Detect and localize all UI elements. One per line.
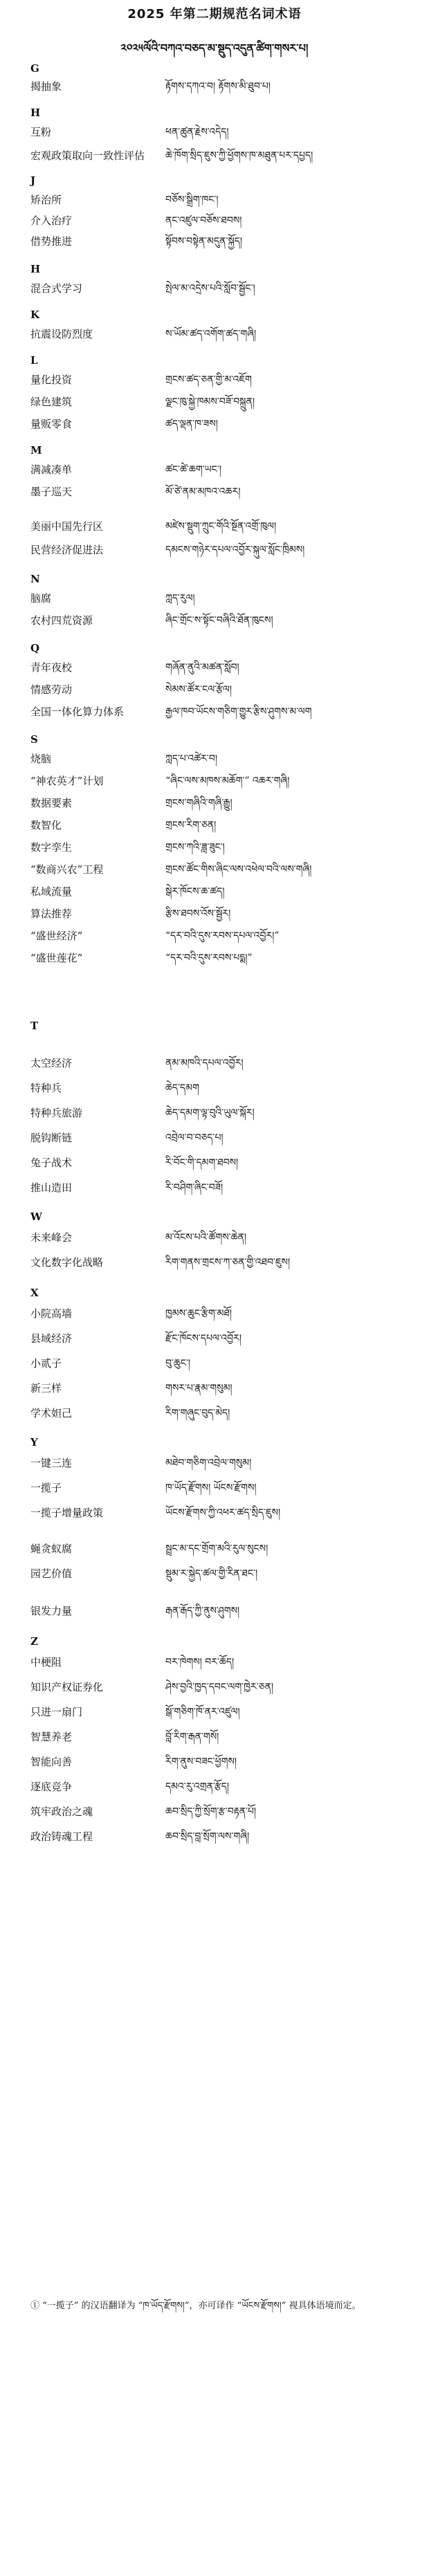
term-chinese: 美丽中国先行区: [30, 520, 104, 533]
term-tibetan: ནང་འཛུལ་བཅོས་ཐབས།: [165, 215, 242, 226]
term-tibetan: མོ་ཙེ་ནམ་མཁའ་འཆར།: [165, 486, 241, 497]
term-chinese: 墨子巡天: [30, 486, 73, 498]
term-chinese: 宏观政策取向一致性评估: [30, 149, 145, 162]
term-tibetan: གྲངས་གཞིའི་གཞི་རྒྱུ།: [165, 798, 232, 809]
term-tibetan: གྲངས་ཚད་ཅན་གྱི་མ་འཇོག: [165, 374, 252, 385]
term-tibetan: མཛེས་སྡུག་ཀྲུང་གོའི་སྔོན་འགྲོ་ཁུལ།: [165, 521, 277, 532]
term-chinese: “数商兴农”工程: [30, 863, 104, 876]
section-letter: Y: [30, 1436, 38, 1448]
term-tibetan: ཁ་ཡོད་རྫོགས། ཡོངས་རྫོགས།: [165, 1482, 257, 1493]
term-tibetan: བུ་ཆུང་།: [165, 1358, 191, 1369]
term-chinese: 数字孪生: [30, 841, 73, 854]
term-chinese: 青年夜校: [30, 661, 73, 674]
term-chinese: “神农英才”计划: [30, 775, 104, 787]
section-letter: X: [30, 1287, 39, 1299]
term-tibetan: ཚང་ཚེ་ཆག་ཡང་།: [165, 464, 221, 475]
term-tibetan: ཆེད་དམག: [165, 1083, 199, 1094]
term-chinese: 文化数字化战略: [30, 1256, 104, 1269]
term-tibetan: སྒེར་ཁོངས་ཆ་ཚད།: [165, 886, 225, 897]
term-chinese: 知识产权证券化: [30, 1681, 104, 1693]
term-tibetan: ཡོངས་རྫོགས་ཀྱི་འཕར་ཚད་སྲིད་ཇུས།: [165, 1507, 281, 1518]
term-chinese: 算法推荐: [30, 908, 73, 920]
section-letter: H: [30, 107, 41, 119]
term-chinese: 脱钩断链: [30, 1132, 73, 1144]
section-letter: S: [30, 733, 38, 746]
term-chinese: 脑腐: [30, 592, 52, 605]
term-tibetan: རྒན་རྒོད་ཀྱི་ནུས་ཤུགས།: [165, 1606, 240, 1617]
term-chinese: 数据要素: [30, 797, 73, 809]
section-letter: T: [30, 1020, 39, 1032]
term-tibetan: རྒྱལ་ཁབ་ཡོངས་གཅིག་གྱུར་རྩིས་ཤུགས་མ་ལག: [165, 706, 312, 717]
section-letter: Q: [30, 642, 40, 654]
term-tibetan: ཤེས་བྱའི་ཁྱད་དབང་ལག་ཁྱེར་ཅན།: [165, 1682, 273, 1693]
term-tibetan: ས་ཡོམ་ཚད་འགོག་ཚད་གཞི།: [165, 329, 257, 340]
term-chinese: 特种兵: [30, 1082, 62, 1094]
term-chinese: 抗震设防烈度: [30, 328, 93, 340]
term-chinese: 特种兵旅游: [30, 1107, 83, 1119]
term-chinese: 未来峰会: [30, 1231, 73, 1244]
term-tibetan: བཅོས་སྒྲིག་ཁང་།: [165, 194, 219, 205]
footnote-mark: ①: [30, 2301, 40, 2311]
term-chinese: 县域经济: [30, 1332, 73, 1345]
document-subtitle: ༢༠༢༥ལོའི་བཀའ་བཅད་མ་སྡུད་འདུན་ཚིག་གསར་པ།: [120, 42, 309, 55]
term-tibetan: “ཞིང་ལས་མཁས་མཆོག་” འཆར་གཞི།: [165, 775, 290, 786]
term-chinese: 满减凑单: [30, 463, 73, 476]
term-tibetan: མ་འོངས་པའི་ཚོགས་ཆེན།: [165, 1232, 246, 1243]
term-chinese: 介入治疗: [30, 214, 73, 227]
term-tibetan: སྦྲང་མ་དང་གྲོག་མའི་རུལ་སུངས།: [165, 1543, 268, 1554]
term-tibetan: བར་ཁེགས། བར་ཆོད།: [165, 1657, 235, 1668]
term-tibetan: རི་བོང་གི་དམག་ཐབས།: [165, 1157, 239, 1168]
term-chinese: 一揽子: [30, 1482, 62, 1494]
term-chinese: 民营经济促进法: [30, 544, 104, 556]
term-chinese: 烧脑: [30, 753, 52, 765]
term-tibetan: “དར་བའི་དུས་རབས་པདྨ།”: [165, 953, 253, 964]
term-tibetan: ཞིང་གྲོང་ས་སྟོང་བཞིའི་ཐོན་ཁུངས།: [165, 615, 273, 626]
term-chinese: 量贩零食: [30, 418, 73, 430]
term-tibetan: དམངས་གཉེར་དཔལ་འབྱོར་སྐུལ་སློང་ཁྲིམས།: [165, 544, 305, 555]
term-tibetan: ཆེ་ཁོག་སྲིད་ཇུས་ཀྱི་ཕྱོགས་ཁ་མཐུན་པར་དཔྱད།: [165, 150, 313, 161]
term-tibetan: དམའ་རུ་འགྲན་རྩོད།: [165, 1781, 229, 1792]
term-tibetan: རིག་གནས་གྲངས་ཀ་ཅན་གྱི་འཐབ་ཇུས།: [165, 1257, 291, 1268]
section-letter: M: [30, 444, 42, 457]
term-tibetan: ཀླད་རུལ།: [165, 593, 195, 604]
footnote: [30, 2298, 404, 2315]
term-chinese: 太空经济: [30, 1057, 73, 1069]
section-letter: W: [30, 1211, 42, 1223]
term-chinese: 数智化: [30, 819, 62, 831]
term-tibetan: གྲངས་ཀའི་ཟླ་ཟུང་།: [165, 842, 225, 853]
term-tibetan: ཁྱམས་ཆུང་རྩིག་མཐོ།: [165, 1308, 232, 1319]
term-tibetan: ཚད་ལྡན་ཁ་ཟས།: [165, 418, 218, 430]
term-tibetan: རི་བཤིག་ཞིང་བཟོ།: [165, 1182, 223, 1193]
term-tibetan: སྡུམ་ར་སྐྱེད་ཚལ་གྱི་རིན་ཐང་།: [165, 1568, 258, 1579]
term-tibetan: ཕན་ཚུན་རྗེས་འདེད།: [165, 127, 229, 138]
term-chinese: 小院高墙: [30, 1307, 73, 1320]
term-tibetan: སྒོ་གཅིག་ཁོ་ནར་འཛུལ།: [165, 1706, 240, 1718]
term-chinese: 园艺价值: [30, 1567, 73, 1580]
term-chinese: 绿色建筑: [30, 396, 73, 408]
term-tibetan: རིག་ནུས་བཟང་ཕྱོགས།: [165, 1756, 237, 1767]
term-tibetan: བློ་རིག་རྒན་གསོ།: [165, 1731, 219, 1742]
term-tibetan: གཞོན་ནུའི་མཚན་སློབ།: [165, 662, 239, 673]
term-tibetan: “དར་བའི་དུས་རབས་དཔལ་འབྱོར།”: [165, 930, 280, 941]
term-chinese: 学术妲己: [30, 1407, 73, 1419]
term-chinese: 一揽子增量政策: [30, 1507, 104, 1519]
term-chinese: 农村四荒资源: [30, 614, 93, 627]
term-chinese: 混合式学习: [30, 282, 83, 295]
section-letter: H: [30, 263, 41, 275]
term-tibetan: མཐེབ་གཅིག་འབྲེལ་གསུམ།: [165, 1457, 252, 1469]
term-tibetan: གསར་པ་རྣམ་གསུམ།: [165, 1383, 232, 1394]
term-chinese: 蝇贪蚁腐: [30, 1543, 73, 1555]
term-chinese: 兔子战术: [30, 1157, 73, 1169]
term-chinese: 互粉: [30, 126, 52, 138]
term-chinese: 推山造田: [30, 1181, 73, 1194]
term-chinese: 一键三连: [30, 1457, 73, 1469]
term-tibetan: ཆབ་སྲིད་བླ་སྲོག་ལས་གཞི།: [165, 1831, 250, 1842]
term-tibetan: ལྗང་ཁུ་སྐྱེ་ཁམས་བཟོ་བསྐྲུན།: [165, 396, 255, 407]
term-tibetan: གྲངས་རིག་ཅན།: [165, 820, 217, 831]
term-chinese: 矫治所: [30, 194, 62, 206]
term-tibetan: སེམས་ཚོར་ངལ་རྩོལ།: [165, 684, 232, 695]
term-chinese: 银发力量: [30, 1605, 73, 1617]
term-tibetan: རྫོང་ཁོངས་དཔལ་འབྱོར།: [165, 1333, 241, 1344]
term-tibetan: ཆབ་སྲིད་ཀྱི་སྲོག་རྩ་བརྟན་པོ།: [165, 1806, 257, 1817]
term-chinese: 小贰子: [30, 1357, 62, 1370]
term-chinese: 全国一体化算力体系: [30, 706, 125, 718]
term-chinese: 揭抽象: [30, 80, 62, 93]
term-tibetan: རིག་གཞུང་བུད་མེད།: [165, 1408, 230, 1419]
section-letter: N: [30, 573, 40, 585]
term-chinese: 量化投资: [30, 374, 73, 386]
document-title: 2025 年第二期规范名词术语: [127, 7, 302, 21]
term-tibetan: སྟོབས་བསྟེན་མདུན་སྐྱོད།: [165, 236, 242, 247]
footnote-text: “一揽子” 的汉语翻译为 “ཁ་ཡོད་རྫོགས།”，亦可译作 “ཡོངས་རྫོགས།” 视具体语境而定。: [42, 2301, 361, 2311]
term-tibetan: གྲངས་ཚོང་གིས་ཞིང་ལས་འཕེལ་བའི་ལས་གཞི།: [165, 864, 312, 875]
term-chinese: 筑牢政治之魂: [30, 1805, 93, 1818]
term-chinese: 只进一扇门: [30, 1706, 83, 1718]
term-tibetan: ཆེད་དམག་ལྟ་བུའི་ཡུལ་སྐོར།: [165, 1107, 255, 1119]
term-tibetan: ནམ་མཁའི་དཔལ་འབྱོར།: [165, 1058, 244, 1069]
term-chinese: 中梗阻: [30, 1656, 62, 1668]
term-chinese: 智能向善: [30, 1756, 73, 1768]
term-chinese: 情感劳动: [30, 683, 73, 696]
term-chinese: 私域流量: [30, 885, 73, 898]
section-letter: L: [30, 354, 38, 367]
term-tibetan: འབྲེལ་བ་བཅད་པ།: [165, 1132, 223, 1143]
term-chinese: “盛世莲花”: [30, 952, 83, 964]
term-tibetan: སྤེལ་མ་འདྲེས་པའི་སློབ་སྦྱོང་།: [165, 283, 255, 294]
term-chinese: 借势推进: [30, 235, 73, 248]
section-letter: J: [30, 174, 36, 187]
term-tibetan: ཀླད་པ་འཚེར་བ།: [165, 753, 217, 764]
term-chinese: “盛世经济”: [30, 930, 83, 942]
term-chinese: 政治铸魂工程: [30, 1830, 93, 1843]
term-tibetan: རྩིས་ཐབས་འོས་སྦྱོར།: [165, 908, 231, 919]
term-chinese: 逐底竞争: [30, 1781, 73, 1793]
term-chinese: 智慧养老: [30, 1731, 73, 1743]
term-chinese: 新三样: [30, 1382, 62, 1395]
section-letter: G: [30, 62, 39, 75]
term-tibetan: རྟོགས་དཀའ་བ། རྟོགས་མི་ཐུབ་པ།: [165, 81, 271, 92]
section-letter: Z: [30, 1635, 38, 1648]
section-letter: K: [30, 309, 40, 321]
